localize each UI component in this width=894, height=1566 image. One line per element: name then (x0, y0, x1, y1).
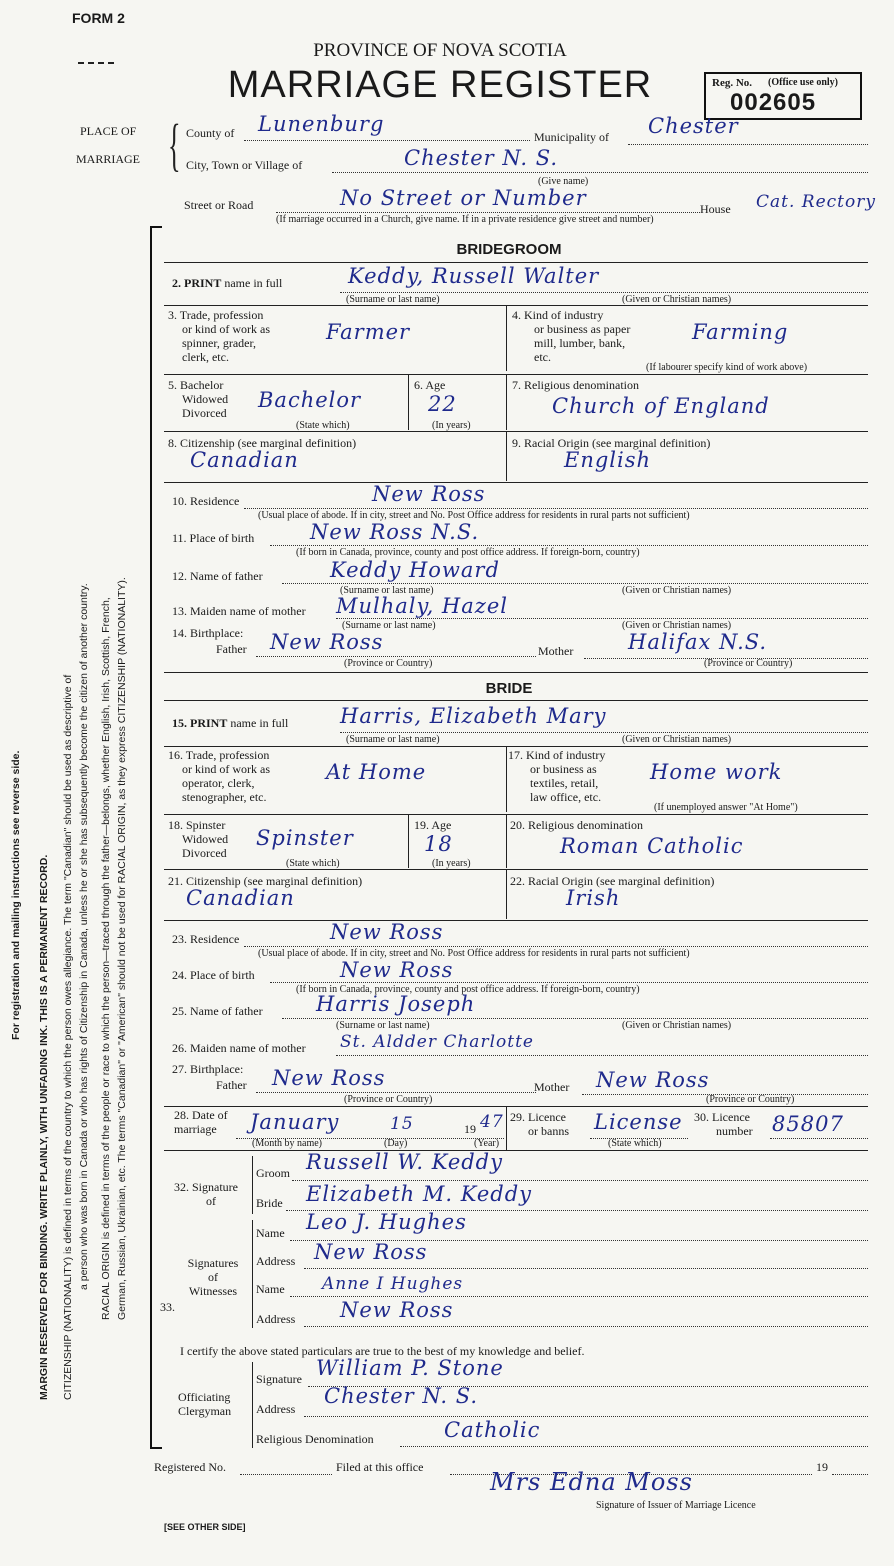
bride-father-birthplace: New Ross (272, 1066, 386, 1090)
bride-state-which: (State which) (286, 858, 340, 869)
house-value: Cat. Rectory (756, 192, 876, 212)
w2-name-line (290, 1296, 868, 1297)
date-bottom-rule (164, 1150, 868, 1151)
sig-bracket (252, 1156, 253, 1214)
groom-surname-note: (Surname or last name) (346, 294, 440, 305)
issuer-label: Signature of Issuer of Marriage Licence (596, 1500, 756, 1511)
n27-mother-label: Mother (534, 1080, 570, 1094)
rule-after-16 (164, 814, 868, 815)
n23-line (244, 946, 868, 947)
issuer-signature: Mrs Edna Moss (490, 1468, 693, 1496)
marriage-month: January (250, 1110, 340, 1134)
licence-type-value: License (594, 1110, 683, 1134)
n13-label: 13. Maiden name of mother (172, 604, 306, 618)
groom-industry-value: Farming (692, 320, 789, 344)
n17-note: (If unemployed answer "At Home") (654, 802, 798, 813)
n11-note: (If born in Canada, province, county and post office address. If foreign-born, country) (296, 547, 640, 558)
n18-label: 18. Spinster Widowed Divorced (168, 818, 229, 860)
bride-name-value: Harris, Elizabeth Mary (340, 704, 607, 728)
city-label: City, Town or Village of (186, 158, 303, 172)
bride-religion-value: Roman Catholic (560, 834, 744, 858)
groom-state-which: (State which) (296, 420, 350, 431)
w2-address-label: Address (256, 1312, 296, 1326)
divider-21-22 (506, 869, 507, 919)
groom-in-years: (In years) (432, 420, 471, 431)
divider-3-4 (506, 305, 507, 371)
n14-father-line (256, 656, 536, 657)
groom-birthplace-value: New Ross N.S. (310, 520, 480, 544)
municipality-label: Municipality of (534, 130, 609, 144)
groom-religion-value: Church of England (552, 394, 770, 418)
clergy-address-label: Address (256, 1402, 296, 1416)
w1-address-label: Address (256, 1254, 296, 1268)
county-line (244, 140, 530, 141)
place-label-1: PLACE OF (80, 124, 137, 138)
marriage-year-prefix: 19 (464, 1122, 476, 1136)
rule-after-15 (164, 746, 868, 747)
n19-label: 19. Age (414, 818, 452, 832)
n14-prov-note-1: (Province or Country) (344, 658, 433, 669)
groom-sig-line (292, 1180, 868, 1181)
n24-label: 24. Place of birth (172, 968, 255, 982)
bride-sig-label: Bride (256, 1196, 283, 1210)
corner-top (150, 226, 162, 228)
n13-surname-note: (Surname or last name) (342, 620, 436, 631)
n4-note: (If labourer specify kind of work above) (646, 362, 808, 373)
rule-after-3 (164, 374, 868, 375)
divider-16-17 (506, 746, 507, 812)
n17-label: 17. Kind of industry or business as textiles, retail, law office, etc. (508, 748, 606, 804)
bride-in-years: (In years) (432, 858, 471, 869)
bride-age-value: 18 (424, 832, 453, 856)
n6-label: 6. Age (414, 378, 446, 392)
rule-after-18 (164, 869, 868, 870)
clergy-address: Chester N. S. (324, 1384, 479, 1408)
n25-given-note: (Given or Christian names) (622, 1020, 732, 1031)
bride-industry-value: Home work (650, 760, 783, 784)
clergy-signature: William P. Stone (316, 1356, 504, 1380)
witness1-name: Leo J. Hughes (306, 1210, 467, 1234)
registered-line (240, 1474, 332, 1475)
rule-after-8 (164, 482, 868, 483)
house-label: House (700, 202, 731, 216)
street-value: No Street or Number (340, 186, 587, 210)
groom-heading: BRIDEGROOM (456, 241, 562, 258)
groom-sig-label: Groom (256, 1166, 290, 1180)
n33-label: 33. (160, 1300, 175, 1314)
year-note: (Year) (474, 1138, 500, 1149)
left-border (150, 226, 152, 1448)
groom-father-value: Keddy Howard (330, 558, 500, 582)
bride-residence-value: New Ross (330, 920, 444, 944)
n12-label: 12. Name of father (172, 569, 263, 583)
groom-signature: Russell W. Keddy (306, 1150, 503, 1174)
n14-mother-label: Mother (538, 644, 574, 658)
side-line-3: CITIZENSHIP (NATIONALITY) is defined in terms of the country to which the person owes allegiance. The term "Canadian" should be used as descriptive of (62, 674, 74, 1400)
rule-after-21 (164, 920, 868, 921)
filed-label: Filed at this office (336, 1460, 424, 1474)
registered-label: Registered No. (154, 1460, 226, 1474)
n25-surname-note: (Surname or last name) (336, 1020, 430, 1031)
side-line-6: German, Russian, Ukrainian, etc. The terms "Canadian" or "American" should not be used for RACIAL ORIGIN, as they express CITIZENSHIP (NATIONALITY). (116, 577, 128, 1320)
groom-mother-birthplace: Halifax N.S. (628, 630, 768, 654)
side-line-2: MARGIN RESERVED FOR BINDING. WRITE PLAINLY, WITH UNFADING INK. THIS IS A PERMANENT RECORD. (38, 854, 50, 1400)
groom-given-note: (Given or Christian names) (622, 294, 732, 305)
divider-5-6 (408, 374, 409, 430)
bride-racial-value: Irish (566, 886, 621, 910)
street-label: Street or Road (184, 198, 254, 212)
n12-given-note: (Given or Christian names) (622, 585, 732, 596)
n20-label: 20. Religious denomination (510, 818, 643, 832)
groom-mother-value: Mulhaly, Hazel (336, 594, 508, 618)
certify-text: I certify the above stated particulars are true to the best of my knowledge and belief. (180, 1344, 585, 1358)
n15-line (340, 732, 868, 733)
groom-bottom-rule (164, 672, 868, 673)
groom-trade-value: Farmer (326, 320, 411, 344)
n27-prov-note-2: (Province or Country) (706, 1094, 795, 1105)
bride-mother-birthplace: New Ross (596, 1068, 710, 1092)
w2-name-label: Name (256, 1282, 285, 1296)
clergy-religion-line (400, 1446, 868, 1447)
clergy-religion-label: Religious Denomination (256, 1432, 374, 1446)
brace: { (168, 112, 181, 177)
bride-marital-value: Spinster (256, 826, 354, 850)
n27-father-label: Father (216, 1078, 247, 1092)
groom-name-value: Keddy, Russell Walter (348, 264, 600, 288)
witness-bracket (252, 1220, 253, 1328)
n14-prov-note-2: (Province or Country) (704, 658, 793, 669)
groom-father-birthplace: New Ross (270, 630, 384, 654)
rule-after-2 (164, 305, 868, 306)
city-line (332, 172, 868, 173)
witness2-name: Anne I Hughes (322, 1274, 464, 1294)
day-note: (Day) (384, 1138, 408, 1149)
filed-19: 19 (816, 1460, 828, 1474)
county-label: County of (186, 126, 235, 140)
clergy-sig-label: Signature (256, 1372, 302, 1386)
n24-note: (If born in Canada, province, county and post office address. If foreign-born, country) (296, 984, 640, 995)
w2-address-line (304, 1326, 868, 1327)
n32-of: of (206, 1194, 216, 1208)
bride-bottom-rule (164, 1106, 868, 1107)
form-number: FORM 2 (72, 10, 125, 26)
n2-line (340, 292, 868, 293)
officiating-label: Officiating Clergyman (178, 1390, 232, 1418)
county-value: Lunenburg (258, 112, 385, 136)
n16-label: 16. Trade, profession or kind of work as operator, clerk, stenographer, etc. (168, 748, 270, 804)
bride-citizenship-value: Canadian (186, 886, 295, 910)
divider-19-20 (506, 814, 507, 868)
n15-label: 15. PRINT name in full (172, 716, 289, 730)
divider-28-29 (506, 1106, 507, 1150)
witness1-address: New Ross (314, 1240, 428, 1264)
bride-trade-value: At Home (326, 760, 427, 784)
bride-surname-note: (Surname or last name) (346, 734, 440, 745)
clergy-bracket (252, 1362, 253, 1448)
street-note: (If marriage occurred in a Church, give name. If in a private residence give street and number) (276, 214, 654, 225)
n32-label: 32. Signature (174, 1180, 238, 1194)
n24-line (270, 982, 868, 983)
filed-year-line (832, 1474, 868, 1475)
n23-label: 23. Residence (172, 932, 240, 946)
clergy-religion: Catholic (444, 1418, 541, 1442)
n2-print: PRINT (184, 276, 222, 290)
marriage-year: 47 (480, 1112, 504, 1132)
n14-father-label: Father (216, 642, 247, 656)
bride-signature: Elizabeth M. Keddy (306, 1182, 533, 1206)
n30-label: 30. Licence number (694, 1110, 753, 1138)
place-label-2: MARRIAGE (76, 152, 141, 166)
divider-18-19 (408, 814, 409, 868)
punch-mark (78, 62, 114, 64)
bride-top-rule (164, 700, 868, 701)
n14-label: 14. Birthplace: (172, 626, 244, 640)
municipality-value: Chester (648, 114, 739, 138)
city-value: Chester N. S. (404, 146, 559, 170)
corner-bottom (150, 1447, 162, 1449)
n29-label: 29. Licence or banns (510, 1110, 569, 1138)
clergy-address-line (304, 1416, 868, 1417)
n4-label: 4. Kind of industry or business as paper mill, lumber, bank, etc. (512, 308, 631, 364)
groom-top-rule (164, 262, 868, 263)
groom-residence-value: New Ross (372, 482, 486, 506)
street-line (276, 212, 700, 213)
n3-label: 3. Trade, profession or kind of work as spinner, grader, clerk, etc. (168, 308, 270, 364)
n27-label: 27. Birthplace: (172, 1062, 244, 1076)
n10-note: (Usual place of abode. If in city, street and No. Post Office address for residents in rural parts not sufficient) (258, 510, 690, 521)
witnesses-label: Signatures of Witnesses (187, 1256, 239, 1298)
groom-citizenship-value: Canadian (190, 448, 299, 472)
month-note: (Month by name) (252, 1138, 322, 1149)
reg-number: 002605 (730, 89, 817, 116)
municipality-line (628, 144, 868, 145)
n8-label: 8. Citizenship (see marginal definition) (168, 436, 357, 450)
n12-line (282, 583, 868, 584)
witness2-address: New Ross (340, 1298, 454, 1322)
bride-given-note: (Given or Christian names) (622, 734, 732, 745)
groom-marital-value: Bachelor (258, 388, 362, 412)
bride-mother-value: St. Aldder Charlotte (340, 1032, 534, 1052)
w1-name-label: Name (256, 1226, 285, 1240)
n25-line (282, 1018, 868, 1019)
w1-address-line (304, 1268, 868, 1269)
side-line-5: RACIAL ORIGIN is defined in terms of the people or race to which the person—traced through the father—belongs, whether English, Irish, Scottish, French, (100, 597, 112, 1320)
n10-label: 10. Residence (172, 494, 240, 508)
n27-father-line (256, 1092, 536, 1093)
reg-label: Reg. No. (712, 77, 753, 89)
n23-note: (Usual place of abode. If in city, street and No. Post Office address for residents in rural parts not sufficient) (258, 948, 690, 959)
province-title: PROVINCE OF NOVA SCOTIA (313, 40, 567, 61)
n13-given-note: (Given or Christian names) (622, 620, 732, 631)
bride-father-value: Harris Joseph (316, 992, 476, 1016)
divider-6-7 (506, 374, 507, 430)
n22-label: 22. Racial Origin (see marginal definition) (510, 874, 715, 888)
side-line-4: a person who was born in Canada or who has rights of Citizenship in Canada, unless he or she has subsequently become the citizen of another country. (78, 583, 90, 1290)
n26-line (336, 1055, 868, 1056)
n25-label: 25. Name of father (172, 1004, 263, 1018)
give-name-note: (Give name) (538, 176, 589, 187)
n5-label: 5. Bachelor Widowed Divorced (168, 378, 229, 420)
licence-number-value: 85807 (772, 1112, 844, 1136)
n2-label: 2. PRINT name in full (172, 276, 283, 290)
n27-prov-note-1: (Province or Country) (344, 1094, 433, 1105)
n11-label: 11. Place of birth (172, 531, 255, 545)
marriage-day: 15 (390, 1114, 414, 1134)
reg-number-box (704, 72, 862, 120)
n10-line (244, 508, 868, 509)
page-title: MARRIAGE REGISTER (227, 64, 653, 106)
n30-line (770, 1138, 868, 1139)
side-line-1: For registration and mailing instructions see reverse side. (10, 750, 22, 1040)
n28-label: 28. Date of marriage (174, 1108, 228, 1136)
n21-label: 21. Citizenship (see marginal definition) (168, 874, 363, 888)
groom-racial-value: English (564, 448, 652, 472)
n26-label: 26. Maiden name of mother (172, 1041, 306, 1055)
n11-line (270, 545, 868, 546)
bride-heading: BRIDE (485, 680, 533, 697)
n29-state-note: (State which) (608, 1138, 662, 1149)
n13-line (336, 618, 868, 619)
n12-surname-note: (Surname or last name) (340, 585, 434, 596)
rule-after-5 (164, 431, 868, 432)
reg-note: (Office use only) (768, 77, 838, 88)
groom-age-value: 22 (428, 392, 457, 416)
n7-label: 7. Religious denomination (512, 378, 639, 392)
divider-8-9 (506, 431, 507, 481)
n9-label: 9. Racial Origin (see marginal definition) (512, 436, 711, 450)
see-other-side: [SEE OTHER SIDE] (164, 1522, 246, 1532)
bride-birthplace-value: New Ross (340, 958, 454, 982)
